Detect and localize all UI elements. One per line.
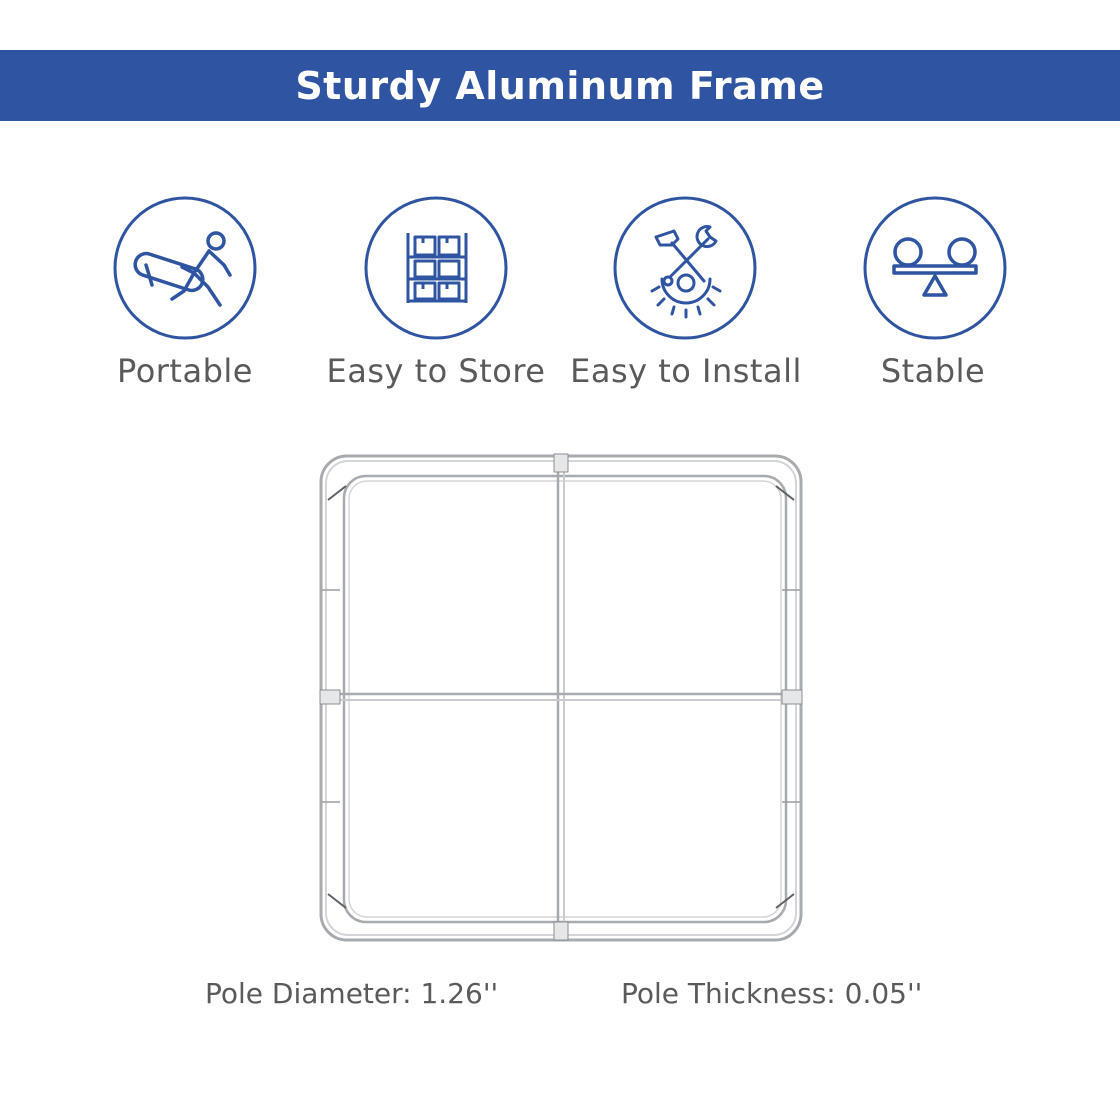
feature-label-stable: Stable	[880, 352, 986, 390]
balance-icon	[862, 195, 1008, 341]
aluminum-frame-illustration	[318, 450, 804, 944]
feature-label-easy-to-store: Easy to Store	[326, 352, 546, 390]
feature-label-portable: Portable	[117, 352, 253, 390]
tools-gear-icon	[612, 195, 758, 341]
pole-thickness-spec: Pole Thickness: 0.05''	[621, 977, 923, 1010]
title-banner	[0, 50, 1120, 121]
feature-label-easy-to-install: Easy to Install	[570, 352, 802, 390]
banner-title: Sturdy Aluminum Frame	[295, 63, 825, 108]
person-carrying-frame-icon	[112, 195, 258, 341]
pole-diameter-spec: Pole Diameter: 1.26''	[205, 977, 499, 1010]
storage-shelf-icon	[363, 195, 509, 341]
